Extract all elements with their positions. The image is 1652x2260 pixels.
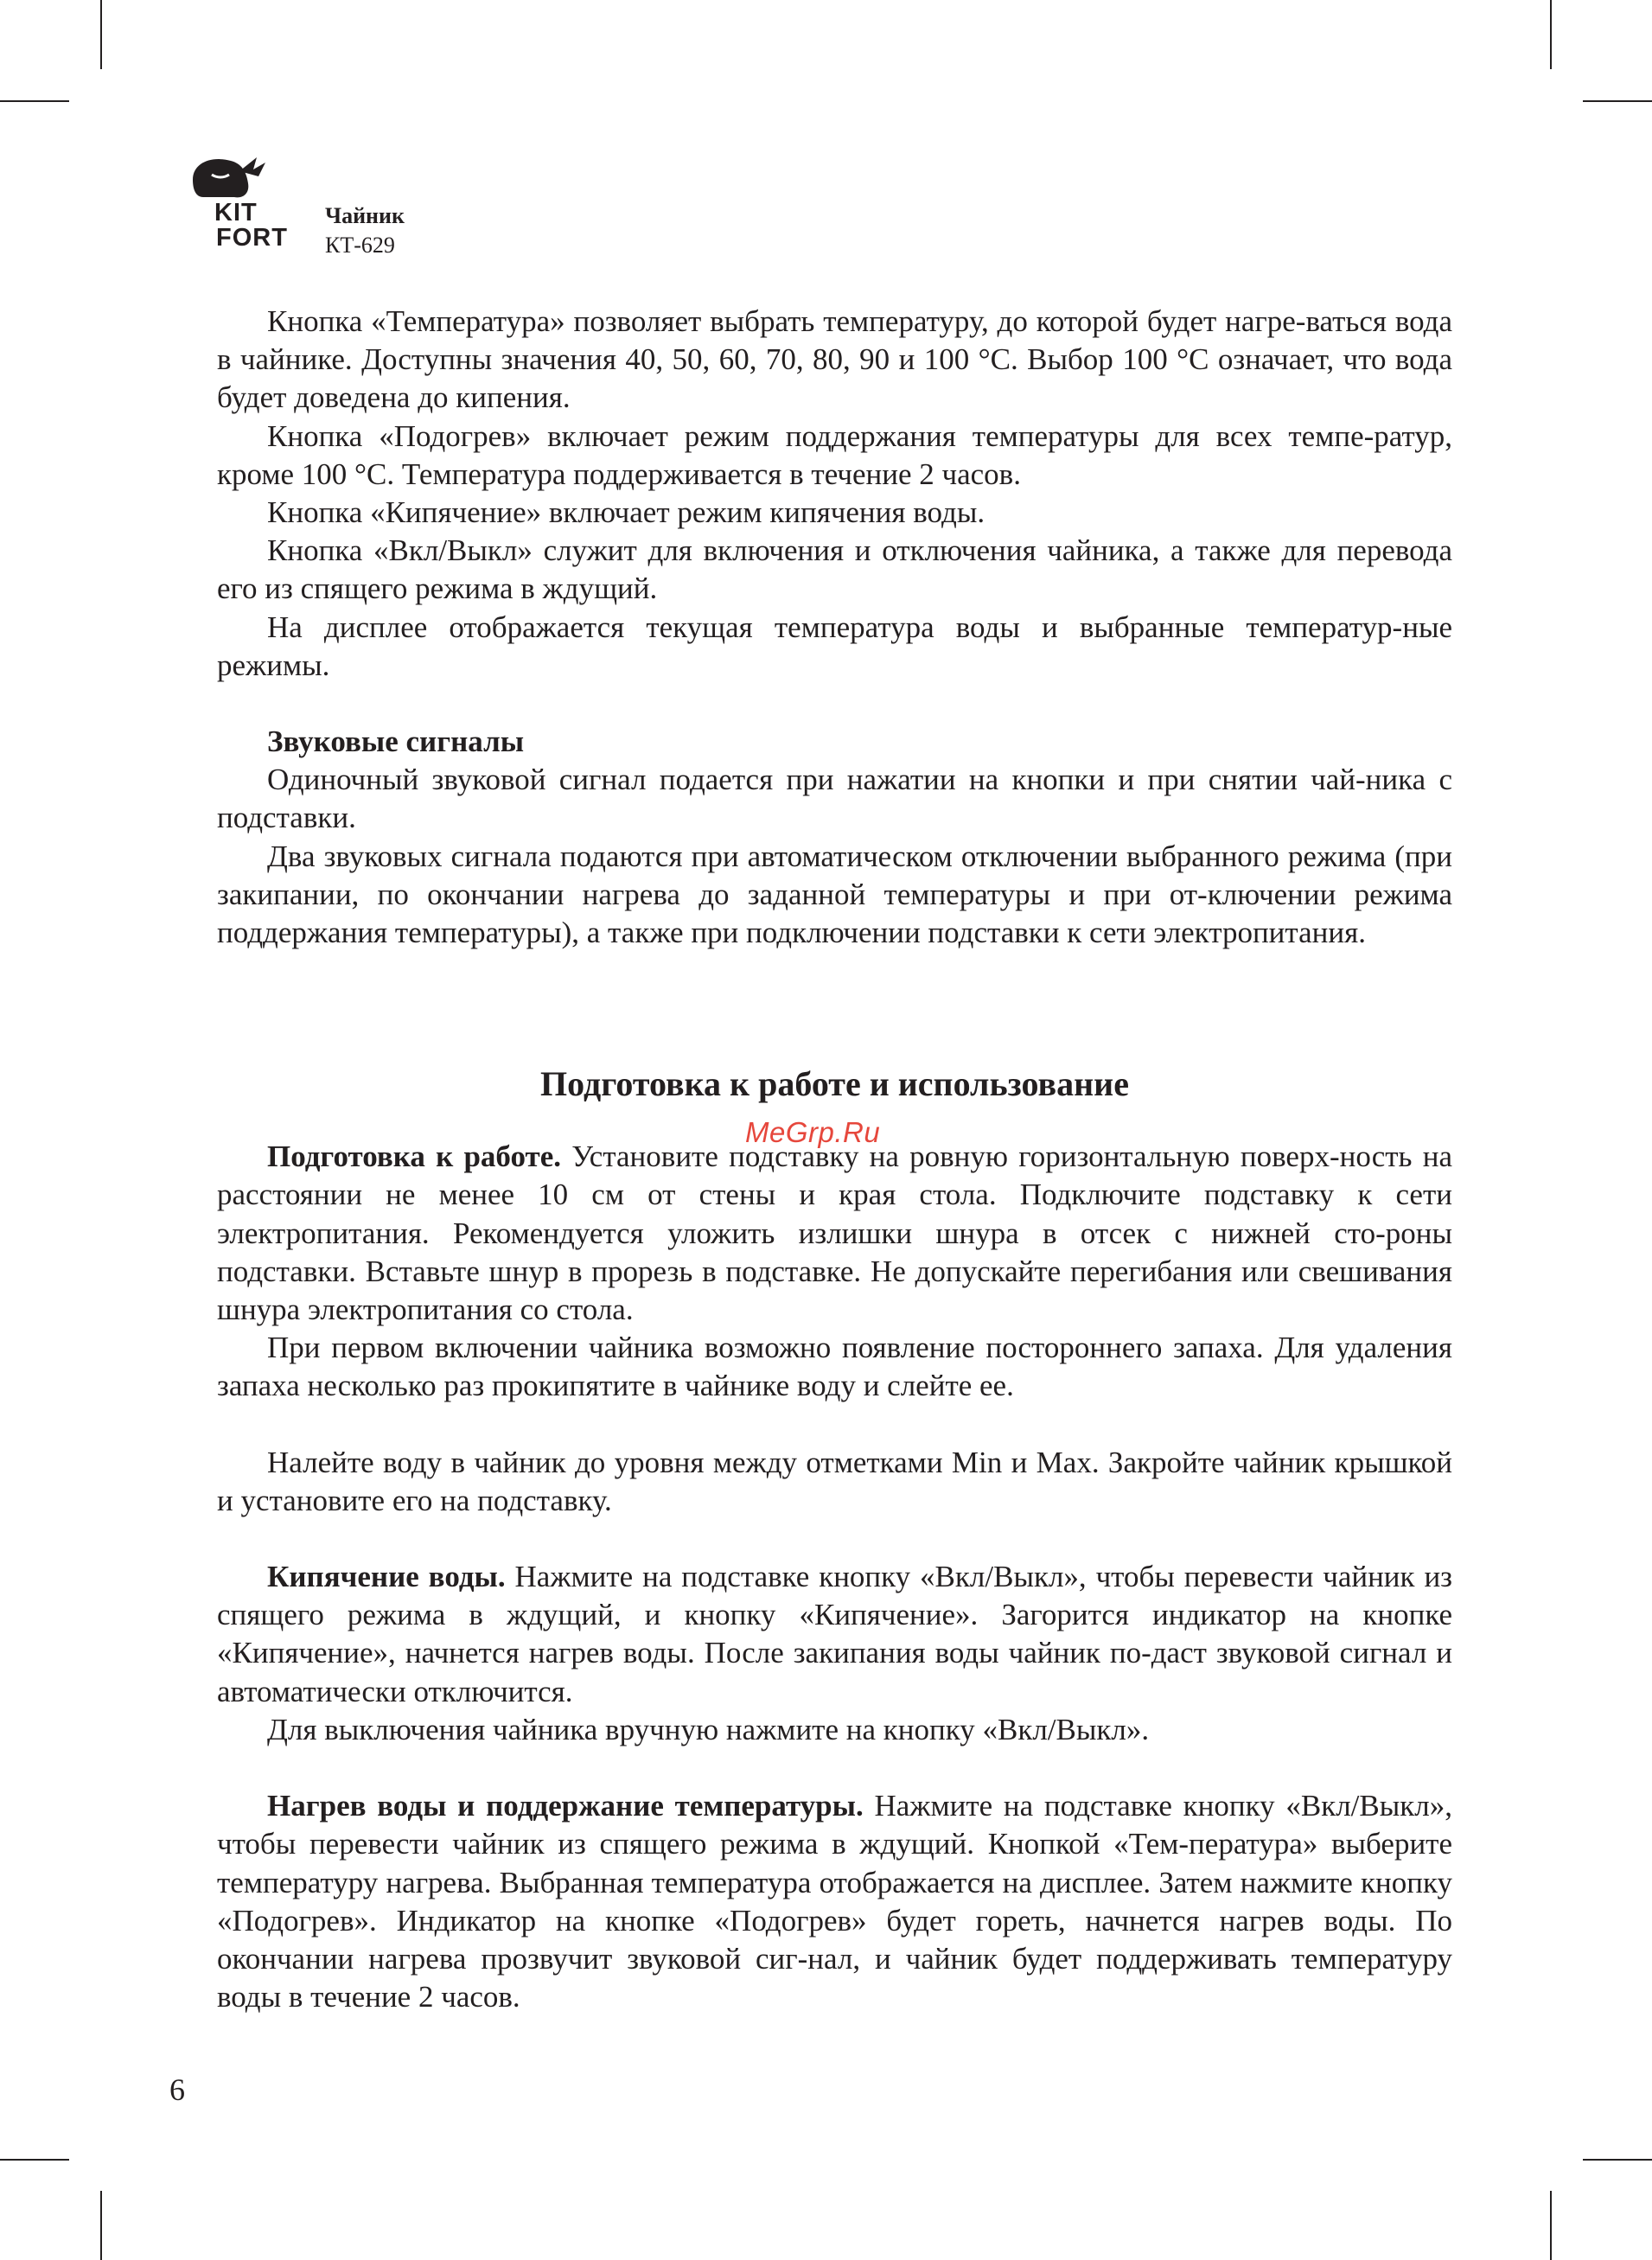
sound-signals-heading: Звуковые сигналы	[267, 725, 525, 759]
paragraph-heating	[217, 1787, 1452, 2016]
section-title: Подготовка к работе и использование	[540, 1064, 1129, 1104]
paragraph: Одиночный звуковой сигнал подается при нажатии на кнопки и при снятии чай-ника с подставки.	[217, 763, 1452, 835]
paragraph: При первом включении чайника возможно появление постороннего запаха. Для удаления запаха несколько раз прокипятите в чайнике воду и слейте ее.	[217, 1331, 1452, 1403]
header-model: КТ-629	[325, 233, 395, 258]
preparation-label: Подготовка к работе.	[267, 1140, 561, 1174]
paragraph-boiling	[217, 1558, 1452, 1711]
document-body	[217, 303, 1452, 2016]
paragraph: Два звуковых сигнала подаются при автоматическом отключении выбранного режима (при закипании, по окончании нагрева до заданной температуры и при от-ключении режима поддержания температуры), а также при подключении подставки к сети электропитания.	[217, 839, 1452, 950]
heating-label: Нагрев воды и поддержание температуры.	[267, 1789, 864, 1823]
crop-mark	[1550, 0, 1552, 69]
paragraph: На дисплее отображается текущая температура воды и выбранные температур-ные режимы.	[217, 610, 1452, 682]
crop-mark	[0, 2159, 69, 2161]
watermark: MeGrp.Ru	[745, 1116, 881, 1148]
paragraph: Для выключения чайника вручную нажмите на кнопку «Вкл/Выкл».	[267, 1712, 1150, 1746]
paragraph: Кнопка «Подогрев» включает режим поддержания температуры для всех темпе-ратур, кроме 100 °С. Температура поддерживается в течение 2 часов.	[217, 418, 1452, 491]
heating-text: Нажмите на подставке кнопку «Вкл/Выкл», чтобы перевести чайник из спящего режима в ждущий. Кнопкой «Тем-пература» выберите температуру нагрева. Выбранная температура отображается на дисплее. Затем нажмите кнопку «Подогрев». Индикатор на кнопке «Подогрев» будет гореть, начнется нагрев воды. По окончании нагрева прозвучит звуковой сиг-нал, и чайник будет поддерживать температуру воды в течение 2 часов.	[217, 1789, 1452, 2014]
crop-mark	[1583, 2159, 1652, 2161]
crop-mark	[0, 100, 69, 102]
paragraph: Кнопка «Кипячение» включает режим кипячения воды.	[267, 495, 985, 530]
brand-line-1: KIT	[214, 199, 258, 227]
page-number: 6	[169, 2072, 185, 2107]
brand-wordmark	[214, 201, 288, 251]
header-product-name: Чайник	[325, 203, 405, 228]
boiling-text: Нажмите на подставке кнопку «Вкл/Выкл», чтобы перевести чайник из спящего режима в ждущий, и кнопку «Кипячение». Загорится индикатор на кнопке «Кипячение», начнется нагрев воды. После закипания воды чайник по-даст звуковой сигнал и автоматически отключится.	[217, 1560, 1452, 1708]
crop-mark	[1550, 2191, 1552, 2260]
paragraph: Кнопка «Температура» позволяет выбрать температуру, до которой будет нагре-ваться вода в чайнике. Доступны значения 40, 50, 60, 70, 80, 90 и 100 °С. Выбор 100 °С означает, что вода будет доведена до кипения.	[217, 304, 1452, 415]
crop-mark	[100, 0, 102, 69]
boiling-label: Кипячение воды.	[267, 1560, 506, 1594]
paragraph-preparation	[217, 1138, 1452, 1329]
paragraph: Налейте воду в чайник до уровня между отметками Min и Max. Закройте чайник крышкой и установите его на подставку.	[217, 1445, 1452, 1517]
crop-mark	[100, 2191, 102, 2260]
brand-line-2: FORT	[216, 224, 288, 252]
preparation-text: Установите подставку на ровную горизонтальную поверх-ность на расстоянии не менее 10 см от стены и края стола. Подключите подставку к сети электропитания. Рекомендуется уложить излишки шнура в отсек с нижней сто-роны подставки. Вставьте шнур в прорезь в подставке. Не допускайте перегибания или свешивания шнура электропитания со стола.	[217, 1140, 1452, 1327]
crop-mark	[1583, 100, 1652, 102]
paragraph: Кнопка «Вкл/Выкл» служит для включения и отключения чайника, а также для перевода его из спящего режима в ждущий.	[217, 533, 1452, 606]
